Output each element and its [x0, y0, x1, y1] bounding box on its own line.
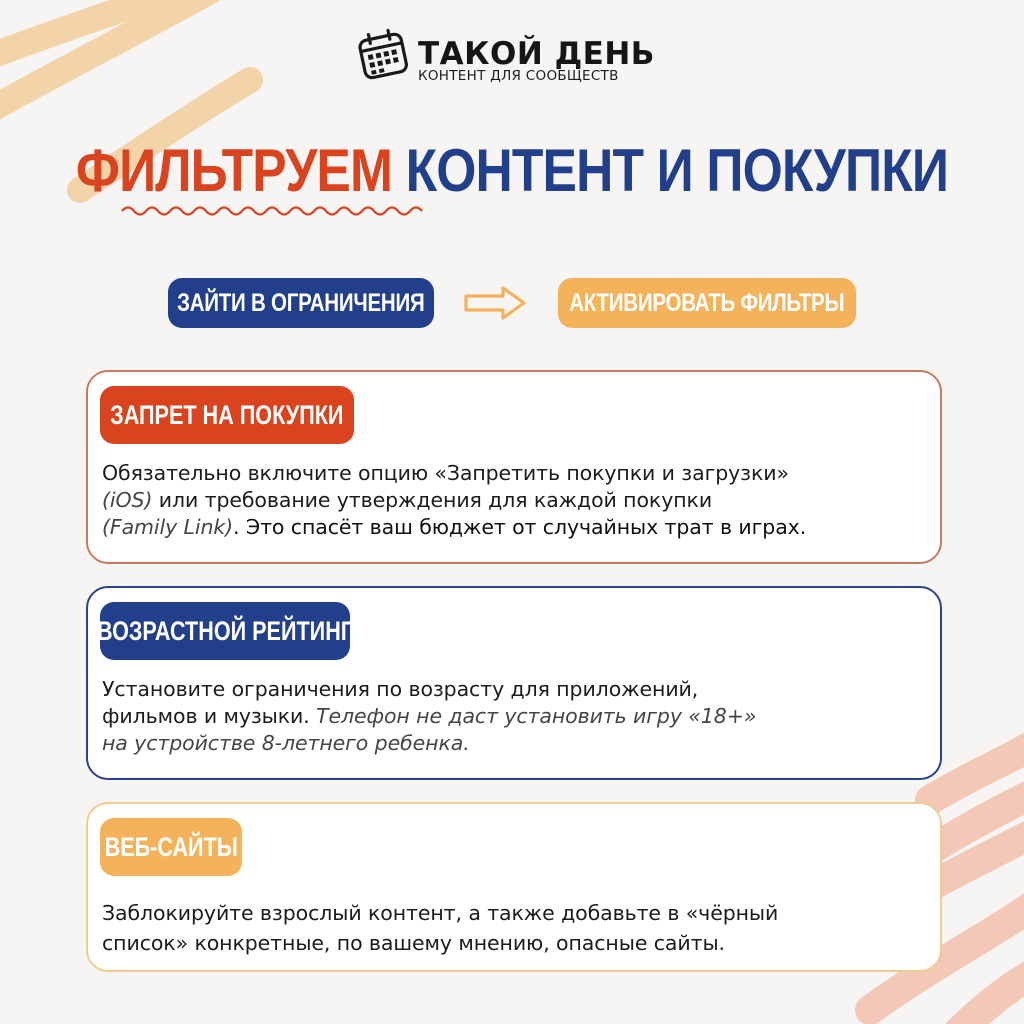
page-title [72, 136, 953, 206]
card-websites [86, 802, 942, 972]
title-underline [120, 202, 430, 218]
card-description: Заблокируйте взрослый контент, а также добавьте в «чёрный список» конкретные, по вашему мнению, опасные сайты. [102, 901, 779, 955]
arrow-right-icon [463, 285, 527, 321]
card-purchase-ban [86, 370, 942, 564]
calendar-icon [354, 26, 412, 84]
card-age-rating [86, 586, 942, 780]
brand-tagline: КОНТЕНТ ДЛЯ СООБЩЕСТВ [418, 68, 619, 84]
card-description: Обязательно включите опцию «Запретить покупки и загрузки» (iOS) или требование утверждения для каждой покупки (Family Link). Это спасёт ваш бюджет от случайных трат в играх. [102, 461, 807, 539]
brand-name: ТАКОЙ ДЕНЬ [418, 36, 655, 72]
card-badge: ВЕБ-САЙТЫ [100, 818, 242, 876]
card-badge: ВОЗРАСТНОЙ РЕЙТИНГ [100, 602, 350, 660]
title-accent: ФИЛЬТРУЕМ [75, 137, 393, 204]
card-badge: ЗАПРЕТ НА ПОКУПКИ [100, 386, 354, 444]
step-activate-filters: АКТИВИРОВАТЬ ФИЛЬТРЫ [558, 278, 856, 328]
card-description: Установите ограничения по возрасту для приложений, фильмов и музыки. Телефон не даст установить игру «18+» на устройстве 8-летнего ребенка. [102, 677, 757, 755]
title-main: КОНТЕНТ И ПОКУПКИ [405, 137, 949, 204]
step-enter-restrictions: ЗАЙТИ В ОГРАНИЧЕНИЯ [168, 278, 434, 328]
